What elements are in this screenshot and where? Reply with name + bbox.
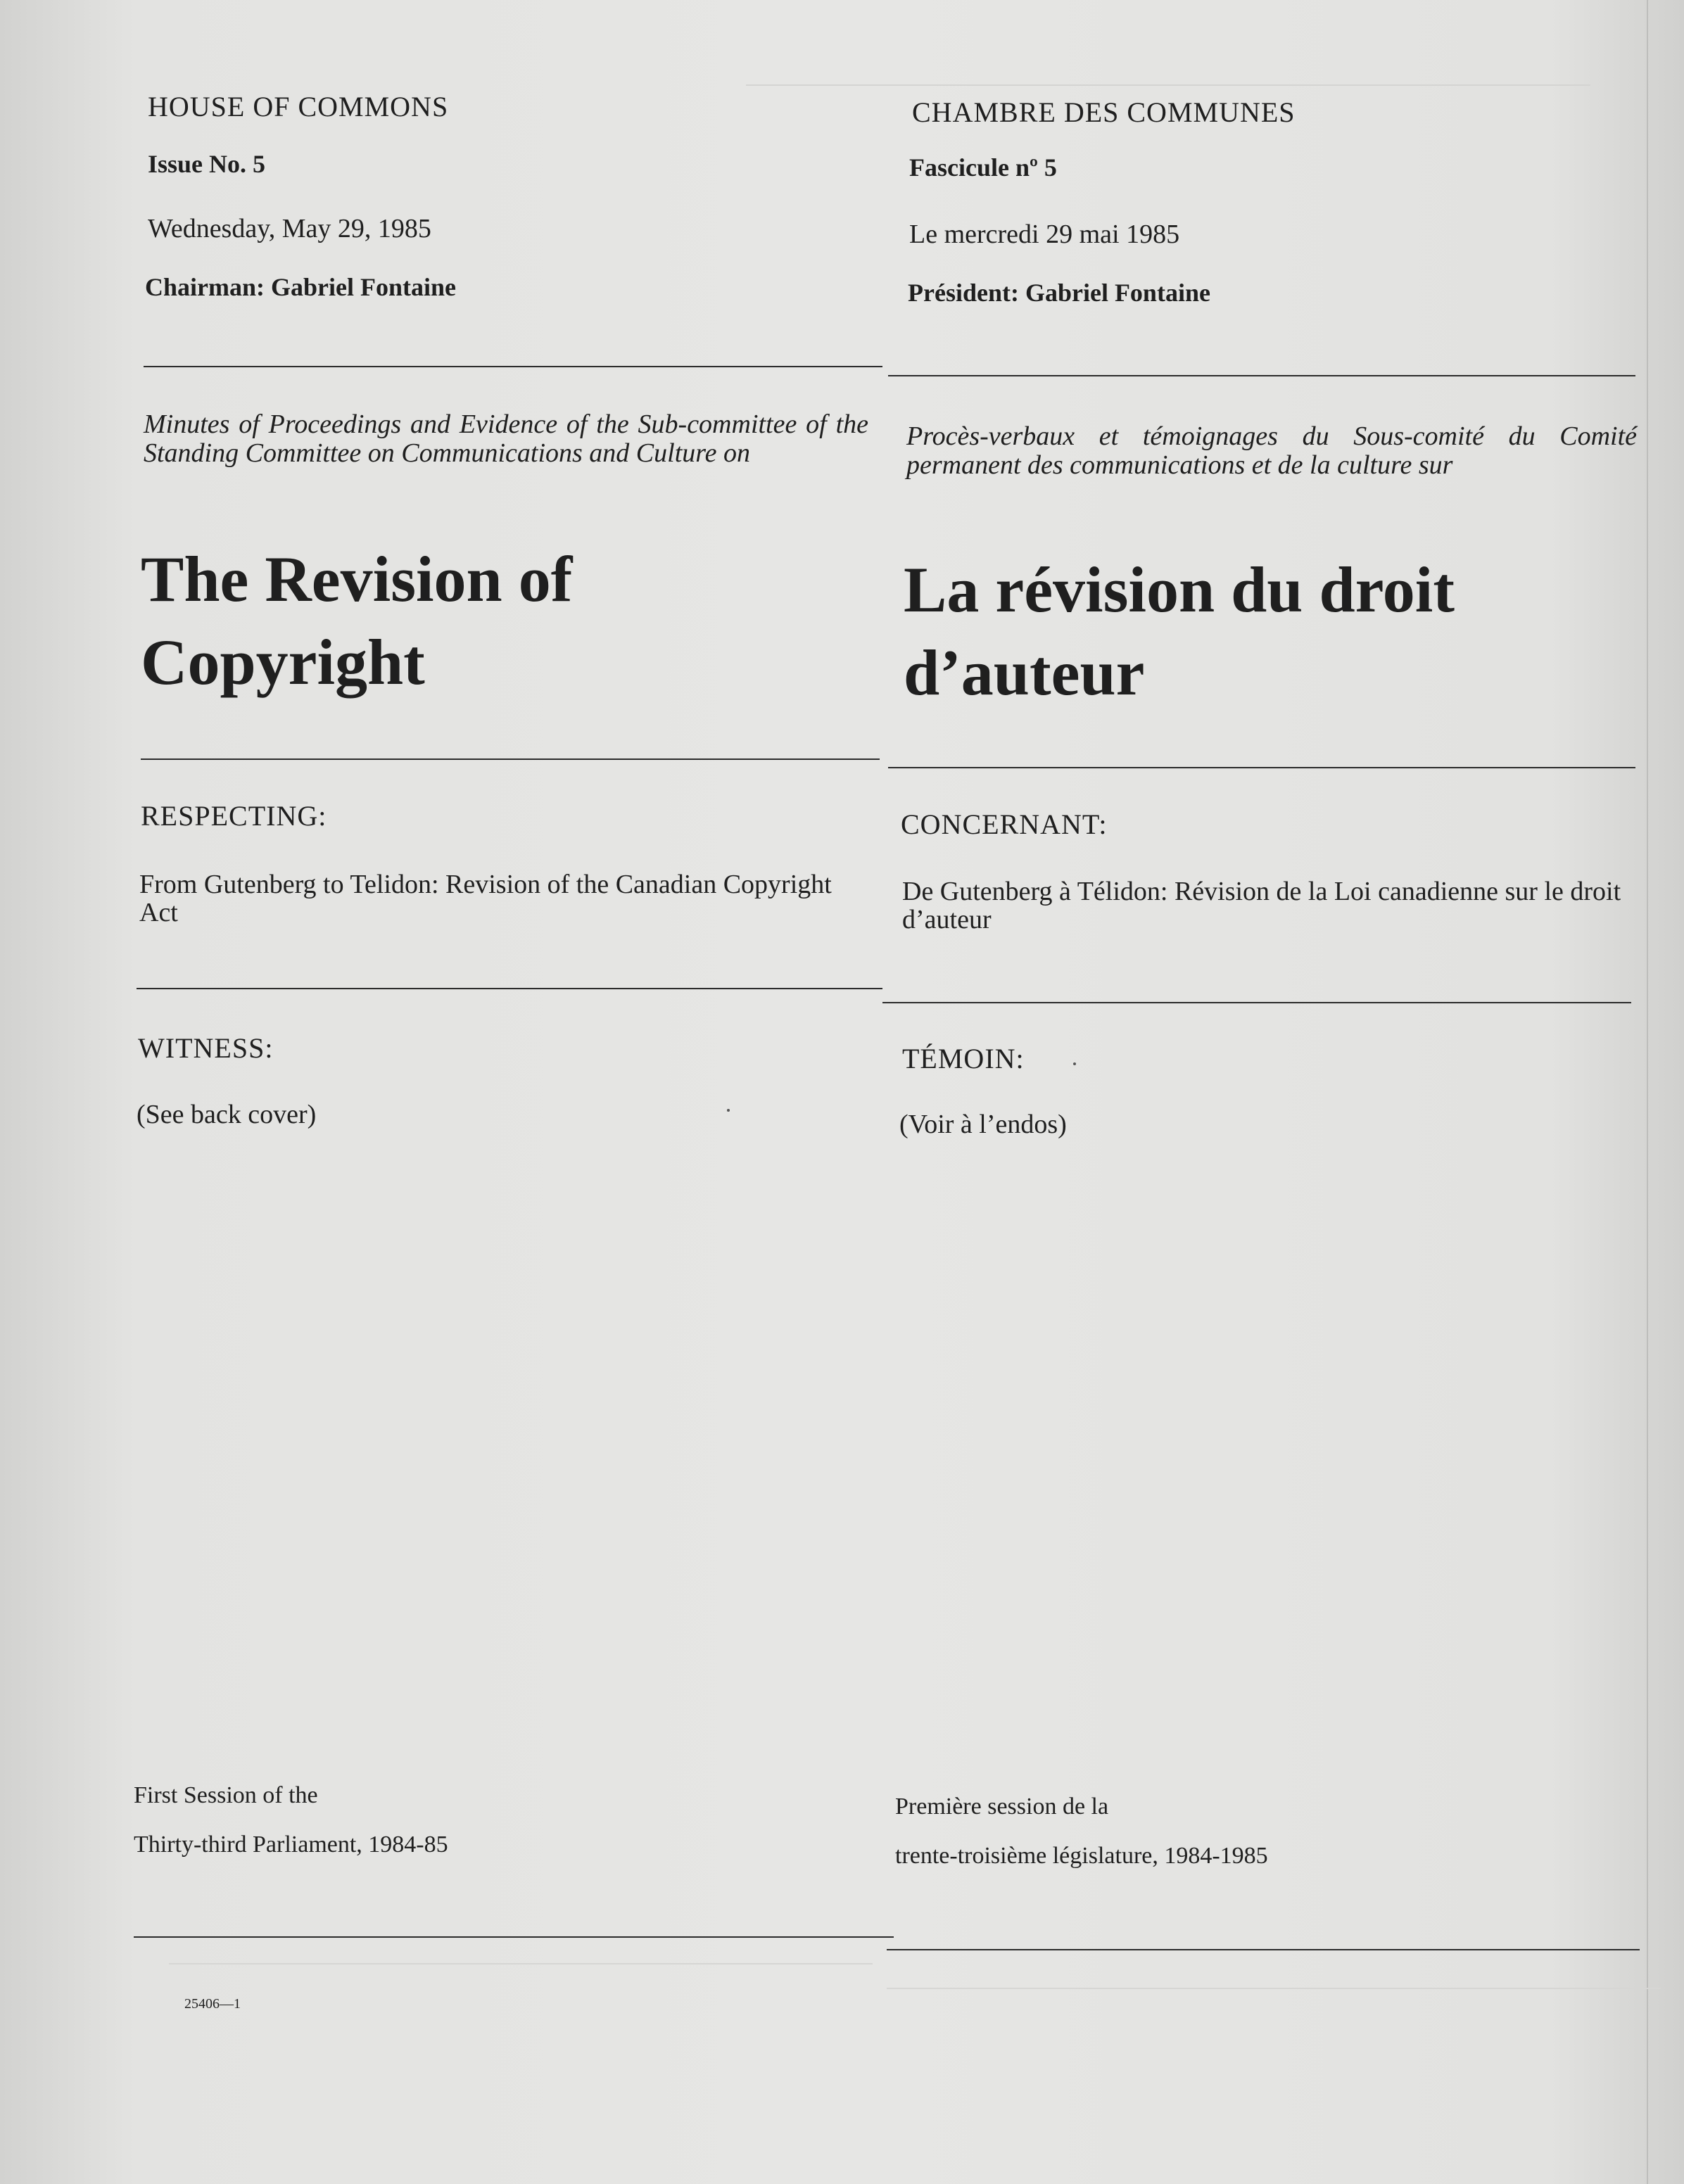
chairman: Chairman: Gabriel Fontaine bbox=[145, 273, 456, 301]
bleed-through-shadow bbox=[887, 1988, 1661, 1989]
temoin-label: TÉMOIN: bbox=[902, 1043, 1025, 1074]
divider-rule bbox=[137, 988, 882, 989]
session-line-1: First Session of the bbox=[134, 1782, 318, 1808]
speck bbox=[727, 1109, 730, 1112]
print-code: 25406—1 bbox=[184, 1996, 241, 2012]
title-line-2: Copyright bbox=[141, 626, 425, 698]
divider-rule bbox=[141, 758, 880, 760]
bleed-through-shadow bbox=[746, 84, 1590, 86]
session-line-2: Thirty-third Parliament, 1984-85 bbox=[134, 1831, 448, 1858]
footer-rule bbox=[887, 1949, 1640, 1950]
title-line-1: The Revision of bbox=[141, 543, 573, 615]
fascicule-number: Fascicule nº 5 bbox=[909, 153, 1057, 182]
witness-text-fr: (Voir à l’endos) bbox=[899, 1110, 1067, 1139]
page-edge-line bbox=[1647, 0, 1648, 2184]
witness-label: WITNESS: bbox=[138, 1032, 274, 1064]
issue-number: Issue No. 5 bbox=[148, 150, 266, 178]
title-line-1-fr: La révision du droit bbox=[904, 554, 1455, 626]
subject-text: From Gutenberg to Telidon: Revision of the Canadian Copyright Act bbox=[139, 870, 832, 927]
house-of-commons-heading: HOUSE OF COMMONS bbox=[148, 91, 449, 122]
meeting-date-fr: Le mercredi 29 mai 1985 bbox=[909, 220, 1180, 249]
divider-rule bbox=[888, 375, 1635, 376]
president: Président: Gabriel Fontaine bbox=[908, 279, 1210, 307]
speck bbox=[1073, 1062, 1076, 1065]
minutes-description: Minutes of Proceedings and Evidence of the Sub-committee of the Standing Committee on Communications and Culture on bbox=[144, 410, 868, 468]
chambre-des-communes-heading: CHAMBRE DES COMMUNES bbox=[912, 96, 1296, 128]
concernant-label: CONCERNANT: bbox=[901, 808, 1108, 840]
respecting-label: RESPECTING: bbox=[141, 800, 327, 832]
session-line-2-fr: trente-troisième législature, 1984-1985 bbox=[895, 1843, 1268, 1869]
title-line-2-fr: d’auteur bbox=[904, 637, 1145, 709]
minutes-description-fr: Procès-verbaux et témoignages du Sous-comité du Comité permanent des communications et de la culture sur bbox=[906, 421, 1637, 480]
subject-text-fr: De Gutenberg à Télidon: Révision de la Loi canadienne sur le droit d’auteur bbox=[902, 877, 1621, 934]
witness-text: (See back cover) bbox=[137, 1100, 317, 1129]
meeting-date: Wednesday, May 29, 1985 bbox=[148, 214, 431, 243]
divider-rule bbox=[144, 366, 882, 367]
divider-rule bbox=[882, 1002, 1631, 1003]
footer-rule bbox=[134, 1936, 894, 1938]
session-line-1-fr: Première session de la bbox=[895, 1793, 1109, 1820]
bleed-through-shadow bbox=[169, 1963, 873, 1964]
divider-rule bbox=[888, 767, 1635, 768]
